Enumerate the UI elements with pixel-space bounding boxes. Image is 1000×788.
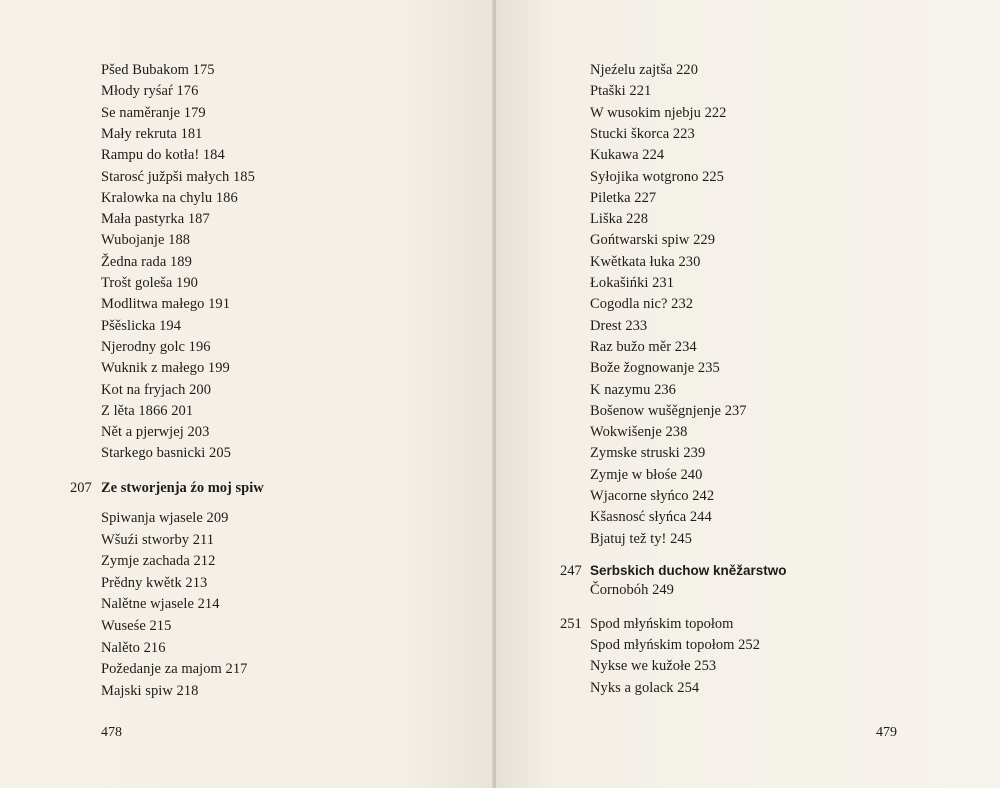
toc-entry: Mała pastyrka 187 xyxy=(101,211,210,228)
toc-entry: Starkego basnicki 205 xyxy=(101,445,231,462)
toc-entry: Łokašińki 231 xyxy=(590,275,675,291)
toc-entry: Kralowka na chylu 186 xyxy=(101,189,238,206)
toc-entry: Mały rekruta 181 xyxy=(101,125,203,142)
toc-entry: Gońtwarski spiw 229 xyxy=(590,232,715,249)
toc-entry: Rampu do kotła! 184 xyxy=(101,147,225,164)
toc-entry: Nykse we kužołe 253 xyxy=(590,658,717,675)
section-page-number: 251 xyxy=(560,616,582,632)
toc-entry: Pšěslicka 194 xyxy=(101,317,181,334)
toc-entry: Starosć južpši małych 185 xyxy=(101,168,255,185)
toc-entry: Syłojika wotgrono 225 xyxy=(590,168,724,185)
section-page-number: 207 xyxy=(70,480,92,496)
toc-entry: Nyks a golack 254 xyxy=(590,679,700,696)
toc-entry: Nalětne wjasele 214 xyxy=(101,596,220,613)
toc-entry: Cogodla nic? 232 xyxy=(590,296,694,313)
toc-entry: Kukawa 224 xyxy=(590,147,665,164)
toc-entry: Modlitwa małego 191 xyxy=(101,296,231,313)
toc-entry: W wusokim njebju 222 xyxy=(590,104,727,121)
toc-entry: Spiwanja wjasele 209 xyxy=(101,510,229,526)
toc-entry: Pšed Bubakom 175 xyxy=(101,62,215,78)
toc-entry: Prědny kwětk 213 xyxy=(101,574,208,591)
toc-entry: Piletka 227 xyxy=(590,189,657,206)
toc-entry: Drest 233 xyxy=(590,317,648,334)
toc-entry: Majski spiw 218 xyxy=(101,682,199,699)
section-title: Spod młyńskim topołom xyxy=(590,616,734,632)
toc-entry: Liška 228 xyxy=(590,211,649,228)
toc-entry: Wubojanje 188 xyxy=(101,232,191,249)
toc-entry: Wuseśe 215 xyxy=(101,618,172,634)
left-page xyxy=(0,0,494,788)
page-number-right: 479 xyxy=(876,725,897,740)
toc-entry: Zymje w błośe 240 xyxy=(590,466,703,483)
toc-entry: Kwětkata łuka 230 xyxy=(590,253,701,270)
toc-entry: Njeźelu zajtša 220 xyxy=(590,62,698,78)
toc-entry: Zymske struski 239 xyxy=(590,445,706,462)
section-title: Serbskich duchow kněžarstwo xyxy=(590,563,787,578)
toc-entry: Nalěto 216 xyxy=(101,639,166,656)
toc-entry: Čornobóh 249 xyxy=(590,582,674,598)
section-page-number: 247 xyxy=(560,563,582,579)
toc-entry: Bošenow wušěgnjenje 237 xyxy=(590,402,747,419)
toc-entry: Kšasnosć słyńca 244 xyxy=(590,509,712,526)
toc-entry: Žedna rada 189 xyxy=(101,253,192,270)
toc-entry: Wokwišenje 238 xyxy=(590,424,688,441)
toc-entry: Njerodny golc 196 xyxy=(101,338,211,355)
toc-entry: Zymje zachada 212 xyxy=(101,553,216,570)
toc-entry: Kot na fryjach 200 xyxy=(101,381,212,398)
toc-entry: Młody ryśaŕ 176 xyxy=(101,83,199,100)
toc-entry: Wuknik z małego 199 xyxy=(101,360,230,377)
toc-entry: Z lěta 1866 201 xyxy=(101,402,194,419)
toc-entry: Trošt goleša 190 xyxy=(101,275,198,291)
toc-entry: Wšuźi stworby 211 xyxy=(101,531,215,548)
toc-entry: Spod młyńskim topołom 252 xyxy=(590,637,761,653)
toc-entry: Bože žognowanje 235 xyxy=(590,360,720,377)
right-page xyxy=(496,0,1000,788)
toc-entry: Požedanje za majom 217 xyxy=(101,661,248,678)
toc-entry: Nět a pjerwjej 203 xyxy=(101,424,210,441)
toc-entry: K nazymu 236 xyxy=(590,381,676,398)
toc-entry: Ptaški 221 xyxy=(590,83,652,100)
toc-entry: Bjatuj tež ty! 245 xyxy=(590,530,692,547)
toc-entry: Se naměranje 179 xyxy=(101,104,206,121)
page-number-left: 478 xyxy=(101,725,122,740)
toc-entry: Stucki škorca 223 xyxy=(590,125,695,142)
section-title: Ze stworjenja źo moj spiw xyxy=(101,480,264,496)
toc-entry: Raz bužo měr 234 xyxy=(590,338,697,355)
toc-entry: Wjacorne słyńco 242 xyxy=(590,488,715,504)
